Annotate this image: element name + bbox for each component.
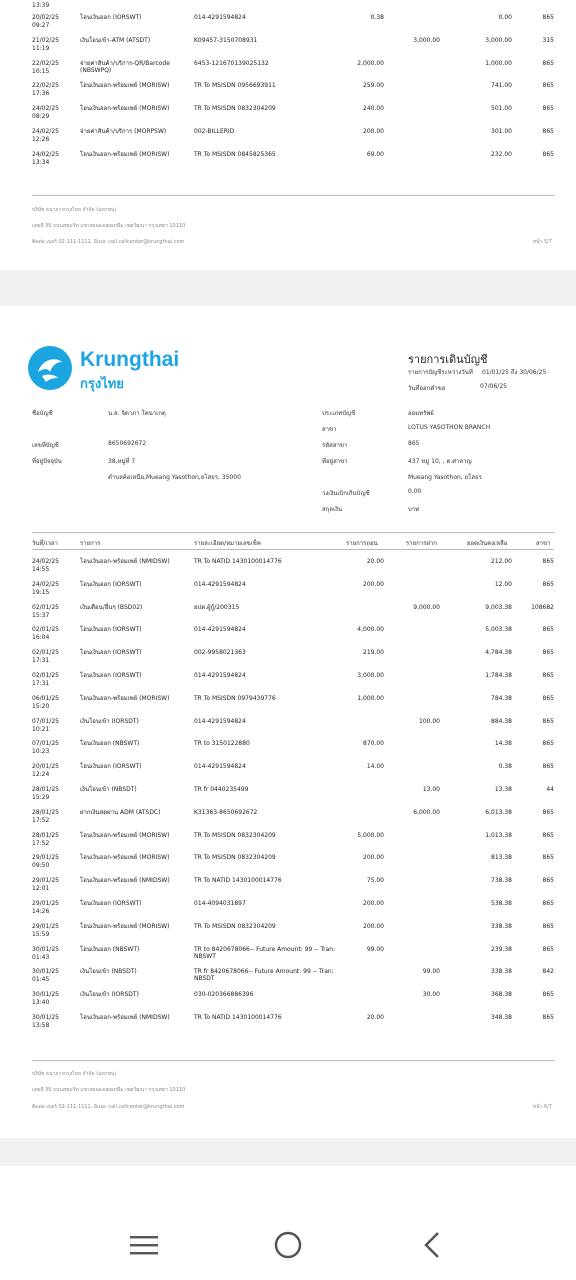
row-withdrawal: 200.00: [363, 580, 384, 588]
row-time: 19:15: [32, 588, 50, 596]
table-row: [0, 60, 576, 83]
row-date: 29/01/25: [32, 877, 59, 885]
row-time: 11:19: [32, 44, 50, 52]
row-description: TR fr 0440235499: [194, 786, 249, 793]
row-date: 02/01/25: [32, 603, 59, 611]
row-type: โอนเงินออก-พร้อมเพย์ (MORISW): [80, 150, 170, 158]
row-date: 30/01/25: [32, 968, 59, 976]
row-balance: 813.38: [491, 854, 512, 862]
page-number: หน้า 5/7: [532, 239, 552, 245]
table-row: [0, 763, 576, 786]
row-balance: 239.38: [491, 945, 512, 953]
table-row: [0, 718, 576, 741]
row-type: เงินโอนเข้า (IORSDT): [80, 991, 139, 999]
row-withdrawal: 5,000.00: [357, 831, 384, 839]
row-date: 24/02/25: [32, 558, 59, 565]
row-withdrawal: 240.00: [363, 105, 384, 113]
circle-icon[interactable]: [270, 1228, 306, 1262]
row-withdrawal: 200.00: [363, 922, 384, 930]
row-description: TR To MSISDN 0956693911: [194, 82, 276, 90]
row-time: 15:59: [32, 930, 50, 938]
info-value: 38,หมู่ที่ 7: [108, 458, 136, 465]
footer-company: บริษัท ธนาคารกรุงไทย จำกัด (มหาชน): [32, 207, 117, 213]
row-time: 14:55: [32, 566, 50, 573]
row-balance: 738.38: [491, 877, 512, 885]
row-type: โอนเงินออก (IORSWT): [80, 649, 142, 657]
row-type: โอนเงินออก-พร้อมเพย์ (NMIDSW): [80, 558, 170, 565]
table-row: [0, 809, 576, 832]
row-withdrawal: 200.00: [363, 128, 384, 135]
row-description: 002-BILLERID: [194, 128, 235, 135]
row-deposit: 99.00: [422, 968, 440, 976]
row-time: 10:21: [32, 725, 50, 733]
row-description: 014-4291594824: [194, 626, 246, 634]
table-row: [0, 1014, 576, 1037]
brand-name-th: กรุงไทย: [80, 376, 124, 391]
row-date: 06/01/25: [32, 694, 59, 702]
info-value: น.ส. จิดาภา โคนาเกตุ: [108, 410, 166, 417]
row-type: โอนเงินออก (IORSWT): [80, 626, 142, 634]
row-time: 14:26: [32, 908, 50, 915]
partial-time: 13:39: [32, 2, 50, 9]
col-deposit: รายการฝาก: [406, 540, 437, 547]
row-time: 01:43: [32, 953, 50, 961]
row-description: K31363-8650692672: [194, 808, 258, 816]
row-description: TR To NATID 1430100014776: [194, 877, 282, 885]
row-type: จ่ายค่าสินค้า/บริการ (MORPSW): [80, 128, 167, 135]
issue-label: วันที่ออกคำขอ: [408, 385, 446, 392]
row-branch: 865: [542, 900, 554, 907]
row-balance: 0.38: [498, 763, 512, 771]
row-withdrawal: 4,000.00: [357, 626, 384, 634]
row-date: 28/01/25: [32, 831, 59, 839]
brand-name-en: Krungthai: [80, 348, 180, 371]
divider: [32, 1060, 554, 1061]
col-desc: รายละเอียด/หมายเลขเช็ค: [194, 540, 261, 547]
row-description: TR to 3150122880: [194, 740, 250, 748]
info-label: ประเภทบัญชี: [322, 410, 356, 417]
row-description: 014-4094031897: [194, 900, 246, 907]
row-withdrawal: 0.38: [370, 14, 384, 21]
table-row: [0, 604, 576, 627]
row-deposit: 100.00: [419, 717, 440, 725]
row-description: 014-4291594824: [194, 672, 246, 679]
row-type: โอนเงินออก-พร้อมเพย์ (MORISW): [80, 854, 170, 862]
page-number: หน้า 6/7: [532, 1104, 552, 1110]
row-balance: 338.38: [491, 968, 512, 976]
row-type: โอนเงินออก-พร้อมเพย์ (NMIDSW): [80, 1014, 170, 1021]
row-description: TR to 8420678066-- Future Amount: 99 -- Tran: NBSWT: [194, 945, 336, 960]
table-row: [0, 946, 576, 969]
row-branch: 865: [542, 14, 554, 21]
table-row: [0, 14, 576, 37]
row-description: 014-4291594824: [194, 717, 246, 725]
row-branch: 865: [542, 945, 554, 953]
row-description: ยปด.ผู้กู้/200315: [194, 603, 240, 611]
row-date: 30/01/25: [32, 1014, 59, 1021]
footer-company: บริษัท ธนาคารกรุงไทย จำกัด (มหาชน): [32, 1071, 117, 1077]
col-balance: ยอดเงินคงเหลือ: [467, 540, 508, 547]
row-description: TR To MSISDN 0832304209: [194, 105, 276, 113]
info-label: เลขที่บัญชี: [32, 442, 59, 449]
row-branch: 865: [542, 82, 554, 90]
info-label: สกุลเงิน: [322, 506, 343, 513]
row-branch: 865: [542, 740, 554, 748]
table-row: [0, 740, 576, 763]
row-type: เงินโอนเข้า-ATM (ATSDT): [80, 36, 151, 44]
row-date: 24/02/25: [32, 150, 59, 158]
row-date: 28/01/25: [32, 786, 59, 793]
row-description: K09457-3150708931: [194, 36, 258, 44]
row-date: 22/02/25: [32, 82, 59, 90]
table-row: [0, 649, 576, 672]
row-date: 21/02/25: [32, 36, 59, 44]
info-value: 437 หมู่ 10, , ต.ศาลาญ: [408, 458, 472, 465]
row-description: 014-4291594824: [194, 763, 246, 771]
row-balance: 301.00: [491, 128, 512, 135]
row-date: 20/01/25: [32, 763, 59, 771]
row-time: 08:29: [32, 113, 50, 121]
table-row: [0, 832, 576, 855]
row-time: 09:27: [32, 22, 50, 29]
row-balance: 14.38: [494, 740, 512, 748]
table-row: [0, 37, 576, 60]
bird-logo-icon: [28, 346, 72, 390]
row-deposit: 9,000.00: [413, 603, 440, 611]
row-type: ฝากเงินสดผ่าน ADM (ATSDC): [80, 808, 161, 816]
row-description: TR To MSISDN 0832304209: [194, 854, 276, 862]
row-time: 16:04: [32, 634, 50, 642]
row-date: 24/02/25: [32, 105, 59, 113]
divider: [32, 195, 554, 196]
table-row: [0, 877, 576, 900]
row-balance: 538.38: [491, 900, 512, 907]
row-type: โอนเงินออก (IORSWT): [80, 763, 142, 771]
row-withdrawal: 200.00: [363, 900, 384, 907]
row-type: โอนเงินออก-พร้อมเพย์ (MORISW): [80, 922, 170, 930]
row-branch: 865: [542, 922, 554, 930]
row-branch: 315: [542, 36, 554, 44]
row-date: 30/01/25: [32, 945, 59, 953]
row-type: โอนเงินออก (IORSWT): [80, 580, 142, 588]
period-value: 01/01/25 ถึง 30/06/25: [482, 369, 547, 376]
info-value: บาท: [408, 506, 420, 513]
row-branch: 865: [542, 831, 554, 839]
row-withdrawal: 200.00: [363, 854, 384, 862]
row-time: 15:20: [32, 702, 50, 710]
row-type: จ่ายค่าสินค้า/บริการ-QR/Barcode (NBSWPQ): [80, 59, 170, 74]
info-value: LOTUS YASOTHON BRANCH: [408, 424, 491, 431]
row-balance: 501.00: [491, 105, 512, 113]
row-balance: 368.38: [491, 991, 512, 999]
table-row: [0, 786, 576, 809]
info-label: ที่อยู่ปัจจุบัน: [32, 458, 62, 465]
footer-contact: ติดต่อ เบอร์ 02-111-1111, อีเมล: call.callcenter@krungthai.com: [32, 239, 185, 245]
row-balance: 9,003.38: [485, 603, 512, 611]
row-type: เงินเดือน/อื่นๆ (BSD02): [80, 603, 143, 611]
row-description: TR To MSISDN 0979439776: [194, 694, 276, 702]
row-withdrawal: 99.00: [366, 945, 384, 953]
info-label: ชื่อบัญชี: [32, 410, 53, 417]
row-balance: 741.00: [491, 82, 512, 90]
table-row: [0, 854, 576, 877]
row-branch: 865: [542, 59, 554, 67]
row-description: TR To NATID 1430100014776: [194, 1014, 282, 1021]
row-type: โอนเงินออก (IORSWT): [80, 672, 142, 679]
row-type: โอนเงินออก-พร้อมเพย์ (MORISW): [80, 831, 170, 839]
row-type: โอนเงินออก-พร้อมเพย์ (MORISW): [80, 105, 170, 113]
row-time: 17:52: [32, 839, 50, 847]
row-balance: 884.38: [491, 717, 512, 725]
info-value: 8650692672: [108, 440, 147, 447]
footer-address: เลขที่ 35 ถนนสุขุมวิท แขวงคลองเตยเหนือ เขตวัฒนา กรุงเทพฯ 10110: [32, 223, 186, 229]
table-row: [0, 105, 576, 128]
row-type: โอนเงินออก-พร้อมเพย์ (NMIDSW): [80, 877, 170, 885]
row-withdrawal: 3,000.00: [357, 672, 384, 679]
info-value: ตำบลค้อเหนือ,Mueang Yasothon,ยโสธร, 35000: [108, 474, 241, 481]
row-date: 24/02/25: [32, 128, 59, 135]
row-time: 13:34: [32, 158, 50, 166]
table-row: [0, 991, 576, 1014]
footer-address: เลขที่ 35 ถนนสุขุมวิท แขวงคลองเตยเหนือ เขตวัฒนา กรุงเทพฯ 10110: [32, 1087, 186, 1093]
row-branch: 865: [542, 128, 554, 135]
table-row: [0, 672, 576, 695]
row-withdrawal: 219.00: [363, 649, 384, 657]
row-date: 02/01/25: [32, 649, 59, 657]
row-description: 014-4291594824: [194, 580, 246, 588]
statement-page-5: [0, 0, 576, 270]
row-description: TR To MSISDN 0832304209: [194, 831, 276, 839]
row-withdrawal: 69.00: [366, 150, 384, 158]
menu-icon[interactable]: [126, 1228, 162, 1262]
header-divider-bottom: [32, 549, 554, 550]
row-description: 6453-121670139025132: [194, 59, 269, 67]
row-description: TR fr 8420678066-- Future Amount: 99 -- Tran: NBSDT: [194, 968, 334, 983]
table-row: [0, 968, 576, 991]
row-time: 10:23: [32, 748, 50, 756]
row-branch: 865: [542, 558, 554, 565]
row-deposit: 30.00: [422, 991, 440, 999]
row-balance: 212.00: [491, 558, 512, 565]
info-value: Mueang Yasothon, ยโสธร: [408, 474, 482, 481]
header-divider-top: [32, 532, 554, 533]
row-branch: 865: [542, 991, 554, 999]
table-row: [0, 923, 576, 946]
row-type: โอนเงินออก (NBSWT): [80, 740, 140, 748]
row-time: 15:29: [32, 794, 50, 801]
table-row: [0, 128, 576, 151]
row-date: 24/02/25: [32, 580, 59, 588]
row-balance: 13.38: [494, 786, 512, 793]
row-withdrawal: 20.00: [366, 558, 384, 565]
row-type: เงินโอนเข้า (NBSDT): [80, 968, 137, 976]
row-withdrawal: 20.00: [366, 1014, 384, 1021]
page-title: รายการเดินบัญชี: [408, 353, 488, 366]
row-balance: 1,000.00: [485, 59, 512, 67]
row-date: 02/01/25: [32, 672, 59, 679]
row-date: 22/02/25: [32, 59, 59, 67]
table-row: [0, 558, 576, 581]
row-branch: 865: [542, 1014, 554, 1021]
row-balance: 6,013.38: [485, 808, 512, 816]
info-label: วงเงินเบิกเกินบัญชี: [322, 490, 370, 497]
row-type: โอนเงินออก-พร้อมเพย์ (MORISW): [80, 694, 170, 702]
row-time: 12:01: [32, 885, 50, 893]
row-branch: 865: [542, 580, 554, 588]
row-time: 17:52: [32, 816, 50, 824]
table-row: [0, 695, 576, 718]
row-branch: 865: [542, 649, 554, 657]
row-type: เงินโอนเข้า (IORSDT): [80, 717, 139, 725]
row-balance: 1,784.38: [485, 672, 512, 679]
row-branch: 865: [542, 763, 554, 771]
row-time: 17:31: [32, 657, 50, 665]
info-label: รหัสสาขา: [322, 442, 348, 449]
navigation-bar: [0, 1210, 576, 1280]
row-branch: 865: [542, 808, 554, 816]
row-time: 17:36: [32, 90, 50, 98]
row-time: 09:50: [32, 862, 50, 870]
table-row: [0, 82, 576, 105]
row-time: 13:40: [32, 999, 50, 1007]
row-branch: 865: [542, 854, 554, 862]
row-description: TR To MSISDN 0845825365: [194, 150, 276, 158]
info-label: ที่อยู่สาขา: [322, 458, 348, 465]
table-row: [0, 581, 576, 604]
row-balance: 338.38: [491, 922, 512, 930]
info-value: ออมทรัพย์: [408, 410, 434, 417]
row-type: โอนเงินออก (IORSWT): [80, 14, 142, 21]
issue-value: 07/06/25: [480, 383, 507, 390]
row-time: 10:15: [32, 67, 50, 75]
row-branch: 865: [542, 105, 554, 113]
row-branch: 865: [542, 150, 554, 158]
row-deposit: 13.00: [422, 786, 440, 793]
row-balance: 3,000.00: [485, 36, 512, 44]
row-balance: 1,013.38: [485, 831, 512, 839]
row-branch: 44: [546, 786, 554, 793]
row-date: 28/01/25: [32, 808, 59, 816]
period-label: รายการบัญชีระหว่างวันที่: [408, 369, 473, 376]
row-balance: 5,003.38: [485, 626, 512, 634]
col-withdraw: รายการถอน: [346, 540, 378, 547]
row-branch: 865: [542, 717, 554, 725]
row-description: TR To NATID 1430100014776: [194, 558, 282, 565]
row-branch: 842: [542, 968, 554, 976]
table-row: [0, 626, 576, 649]
row-time: 17:31: [32, 680, 50, 687]
row-type: เงินโอนเข้า (NBSDT): [80, 786, 137, 793]
row-balance: 232.00: [491, 150, 512, 158]
row-withdrawal: 75.00: [366, 877, 384, 885]
info-value: 865: [408, 440, 420, 447]
row-description: TR To MSISDN 0832304209: [194, 922, 276, 930]
row-balance: 784.38: [491, 694, 512, 702]
row-branch: 865: [542, 877, 554, 885]
row-balance: 4,784.38: [485, 649, 512, 657]
row-deposit: 3,000.00: [413, 36, 440, 44]
row-date: 02/01/25: [32, 626, 59, 634]
row-branch: 865: [542, 672, 554, 679]
row-description: 030-020366886396: [194, 991, 254, 999]
row-time: 13:58: [32, 1022, 50, 1029]
row-date: 07/01/25: [32, 740, 59, 748]
row-time: 12:26: [32, 136, 50, 143]
row-withdrawal: 1,000.00: [357, 694, 384, 702]
chevron-left-icon[interactable]: [414, 1228, 450, 1262]
row-withdrawal: 2,000.00: [357, 59, 384, 67]
col-date: วันที่/เวลา: [32, 540, 58, 547]
row-withdrawal: 14.00: [366, 763, 384, 771]
row-branch: 865: [542, 626, 554, 634]
row-branch: 108682: [531, 603, 554, 611]
row-balance: 0.00: [498, 14, 512, 21]
row-type: โอนเงินออก-พร้อมเพย์ (MORISW): [80, 82, 170, 90]
table-row: [0, 900, 576, 923]
row-date: 29/01/25: [32, 900, 59, 907]
row-withdrawal: 259.00: [363, 82, 384, 90]
row-description: 002-9958021363: [194, 649, 246, 657]
col-type: รายการ: [80, 540, 101, 547]
table-row: [0, 151, 576, 174]
col-branch: สาขา: [536, 540, 551, 547]
row-balance: 348.38: [491, 1014, 512, 1021]
row-type: โอนเงินออก (IORSWT): [80, 900, 142, 907]
row-date: 20/02/25: [32, 14, 59, 21]
row-branch: 865: [542, 694, 554, 702]
row-time: 15:37: [32, 611, 50, 619]
info-label: สาขา: [322, 426, 337, 433]
footer-contact: ติดต่อ เบอร์ 02-111-1111, อีเมล: call.callcenter@krungthai.com: [32, 1104, 185, 1110]
row-date: 29/01/25: [32, 854, 59, 862]
row-date: 07/01/25: [32, 717, 59, 725]
row-withdrawal: 870.00: [363, 740, 384, 748]
row-date: 30/01/25: [32, 991, 59, 999]
row-date: 29/01/25: [32, 922, 59, 930]
row-time: 01:45: [32, 976, 50, 984]
info-value: 0.00: [408, 488, 422, 495]
statement-page-6: [0, 306, 576, 1138]
row-description: 014-4291594824: [194, 14, 246, 21]
row-time: 12:24: [32, 771, 50, 779]
row-deposit: 6,000.00: [413, 808, 440, 816]
row-balance: 12.00: [494, 580, 512, 588]
row-type: โอนเงินออก (NBSWT): [80, 945, 140, 953]
